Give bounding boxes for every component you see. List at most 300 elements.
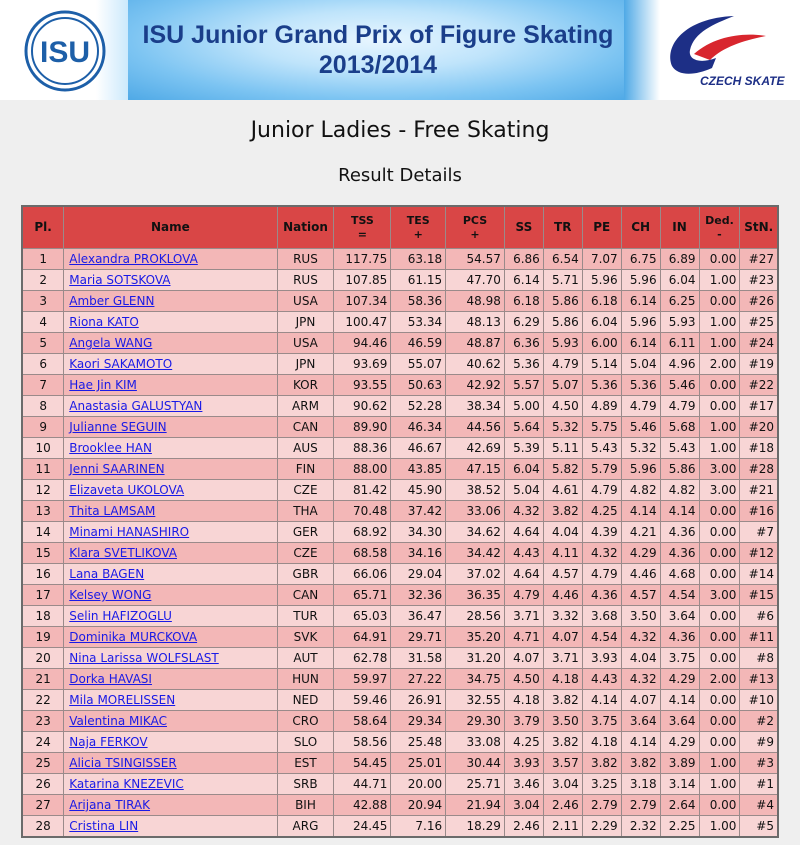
cell-ss: 4.25 xyxy=(504,732,543,753)
cell-in: 2.64 xyxy=(660,795,699,816)
cell-tss: 93.69 xyxy=(334,354,391,375)
cell-ss: 3.46 xyxy=(504,774,543,795)
cell-tes: 29.04 xyxy=(391,564,446,585)
cell-tes: 25.48 xyxy=(391,732,446,753)
table-row xyxy=(22,438,778,459)
cell-in: 4.96 xyxy=(660,354,699,375)
cell-tes: 29.71 xyxy=(391,627,446,648)
cell-ded: 0.00 xyxy=(699,606,740,627)
cell-place: 12 xyxy=(22,480,64,501)
cell-name xyxy=(64,312,277,333)
cell-pcs: 42.69 xyxy=(446,438,505,459)
cell-name xyxy=(64,585,277,606)
cell-ch: 4.21 xyxy=(621,522,660,543)
cell-tss: 90.62 xyxy=(334,396,391,417)
cell-in: 3.64 xyxy=(660,711,699,732)
skater-link[interactable]: Lana BAGEN xyxy=(69,567,145,581)
cell-ss: 4.79 xyxy=(504,585,543,606)
skater-link[interactable]: Thita LAMSAM xyxy=(69,504,156,518)
cell-in: 4.79 xyxy=(660,396,699,417)
skater-link[interactable]: Kelsey WONG xyxy=(69,588,152,602)
cell-tes: 50.63 xyxy=(391,375,446,396)
cell-ded: 1.00 xyxy=(699,270,740,291)
cell-nation: BIH xyxy=(277,795,334,816)
cell-in: 4.54 xyxy=(660,585,699,606)
table-row xyxy=(22,291,778,312)
cell-pcs: 34.75 xyxy=(446,669,505,690)
cell-name xyxy=(64,396,277,417)
cell-tes: 7.16 xyxy=(391,816,446,838)
skater-link[interactable]: Angela WANG xyxy=(69,336,153,350)
cell-in: 5.46 xyxy=(660,375,699,396)
cell-tr: 3.71 xyxy=(543,648,582,669)
cell-place: 1 xyxy=(22,249,64,270)
results-table xyxy=(21,205,779,838)
skater-link[interactable]: Katarina KNEZEVIC xyxy=(69,777,184,791)
cell-nation: USA xyxy=(277,291,334,312)
cell-name xyxy=(64,417,277,438)
cell-nation: USA xyxy=(277,333,334,354)
cell-ss: 3.93 xyxy=(504,753,543,774)
header-ss: SS xyxy=(504,206,543,249)
skater-link[interactable]: Cristina LIN xyxy=(69,819,139,833)
cell-ded: 0.00 xyxy=(699,543,740,564)
cell-tss: 94.46 xyxy=(334,333,391,354)
cell-tes: 36.47 xyxy=(391,606,446,627)
skater-link[interactable]: Elizaveta UKOLOVA xyxy=(69,483,185,497)
cell-ch: 5.36 xyxy=(621,375,660,396)
cell-name xyxy=(64,690,277,711)
cell-tss: 66.06 xyxy=(334,564,391,585)
banner-title-line2: 2013/2014 xyxy=(318,51,438,79)
cell-tss: 44.71 xyxy=(334,774,391,795)
cell-pe: 3.93 xyxy=(582,648,621,669)
cell-pcs: 44.56 xyxy=(446,417,505,438)
cell-place: 13 xyxy=(22,501,64,522)
cell-pcs: 38.52 xyxy=(446,480,505,501)
table-row xyxy=(22,522,778,543)
cell-ss: 4.18 xyxy=(504,690,543,711)
skater-link[interactable]: Dominika MURCKOVA xyxy=(69,630,198,644)
cell-ded: 2.00 xyxy=(699,669,740,690)
cell-tss: 59.97 xyxy=(334,669,391,690)
header-pcs xyxy=(446,206,505,249)
header-tss-op: = xyxy=(357,227,367,241)
skater-link[interactable]: Minami HANASHIRO xyxy=(69,525,190,539)
cell-place: 16 xyxy=(22,564,64,585)
cell-ded: 0.00 xyxy=(699,690,740,711)
cell-ch: 5.46 xyxy=(621,417,660,438)
cell-tss: 59.46 xyxy=(334,690,391,711)
skater-link[interactable]: Jenni SAARINEN xyxy=(69,462,165,476)
banner xyxy=(0,0,800,100)
skater-link[interactable]: Amber GLENN xyxy=(69,294,155,308)
cell-nation: SVK xyxy=(277,627,334,648)
skater-link[interactable]: Anastasia GALUSTYAN xyxy=(69,399,203,413)
cell-name xyxy=(64,501,277,522)
cell-place: 19 xyxy=(22,627,64,648)
cell-pcs: 29.30 xyxy=(446,711,505,732)
cell-stn: #14 xyxy=(740,564,778,585)
cell-name xyxy=(64,753,277,774)
cell-tss: 65.03 xyxy=(334,606,391,627)
table-row xyxy=(22,333,778,354)
cell-tss: 54.45 xyxy=(334,753,391,774)
cell-ss: 6.14 xyxy=(504,270,543,291)
cell-ss: 2.46 xyxy=(504,816,543,838)
table-row xyxy=(22,564,778,585)
cell-tr: 2.11 xyxy=(543,816,582,838)
cell-pe: 6.04 xyxy=(582,312,621,333)
cell-pe: 4.89 xyxy=(582,396,621,417)
cell-in: 4.82 xyxy=(660,480,699,501)
cell-nation: CZE xyxy=(277,543,334,564)
cell-pcs: 33.08 xyxy=(446,732,505,753)
cell-nation: NED xyxy=(277,690,334,711)
cell-tss: 117.75 xyxy=(334,249,391,270)
cell-tr: 4.61 xyxy=(543,480,582,501)
table-row xyxy=(22,249,778,270)
cell-pe: 3.25 xyxy=(582,774,621,795)
cell-tr: 3.04 xyxy=(543,774,582,795)
cell-ded: 0.00 xyxy=(699,501,740,522)
cell-place: 27 xyxy=(22,795,64,816)
cell-ss: 5.64 xyxy=(504,417,543,438)
cell-pe: 4.54 xyxy=(582,627,621,648)
cell-name xyxy=(64,291,277,312)
skater-link[interactable]: Julianne SEGUIN xyxy=(69,420,167,434)
cell-ded: 0.00 xyxy=(699,522,740,543)
cell-pcs: 37.02 xyxy=(446,564,505,585)
cell-ch: 5.32 xyxy=(621,438,660,459)
cell-stn: #23 xyxy=(740,270,778,291)
cell-place: 9 xyxy=(22,417,64,438)
cell-pe: 4.36 xyxy=(582,585,621,606)
cell-name xyxy=(64,732,277,753)
cell-place: 23 xyxy=(22,711,64,732)
cell-tes: 27.22 xyxy=(391,669,446,690)
cell-name xyxy=(64,438,277,459)
cell-stn: #10 xyxy=(740,690,778,711)
cell-pe: 6.18 xyxy=(582,291,621,312)
cell-in: 4.29 xyxy=(660,669,699,690)
cell-nation: CZE xyxy=(277,480,334,501)
cell-place: 2 xyxy=(22,270,64,291)
cell-ch: 4.46 xyxy=(621,564,660,585)
cell-tr: 5.82 xyxy=(543,459,582,480)
results-body xyxy=(22,249,778,838)
cell-ch: 4.14 xyxy=(621,732,660,753)
cell-in: 6.04 xyxy=(660,270,699,291)
cell-ss: 3.04 xyxy=(504,795,543,816)
cell-nation: CAN xyxy=(277,585,334,606)
cell-name xyxy=(64,522,277,543)
cell-place: 3 xyxy=(22,291,64,312)
cell-nation: SRB xyxy=(277,774,334,795)
cell-tss: 58.56 xyxy=(334,732,391,753)
cell-pe: 2.29 xyxy=(582,816,621,838)
cell-tes: 34.30 xyxy=(391,522,446,543)
table-row xyxy=(22,648,778,669)
cell-pe: 5.96 xyxy=(582,270,621,291)
skater-link[interactable]: Brooklee HAN xyxy=(69,441,152,455)
cell-in: 4.36 xyxy=(660,543,699,564)
skater-link[interactable]: Riona KATO xyxy=(69,315,139,329)
cell-ded: 1.00 xyxy=(699,774,740,795)
cell-ch: 4.07 xyxy=(621,690,660,711)
cell-pe: 4.25 xyxy=(582,501,621,522)
cell-pe: 4.43 xyxy=(582,669,621,690)
cell-in: 3.64 xyxy=(660,606,699,627)
cell-place: 24 xyxy=(22,732,64,753)
table-row xyxy=(22,753,778,774)
cell-ss: 5.36 xyxy=(504,354,543,375)
cell-in: 4.36 xyxy=(660,522,699,543)
cell-pcs: 28.56 xyxy=(446,606,505,627)
cell-pcs: 54.57 xyxy=(446,249,505,270)
cell-tr: 4.57 xyxy=(543,564,582,585)
cell-ded: 1.00 xyxy=(699,417,740,438)
cell-ch: 4.14 xyxy=(621,501,660,522)
cell-ded: 3.00 xyxy=(699,480,740,501)
cell-ch: 5.96 xyxy=(621,459,660,480)
cell-pcs: 40.62 xyxy=(446,354,505,375)
cell-name xyxy=(64,669,277,690)
cell-stn: #21 xyxy=(740,480,778,501)
cell-place: 20 xyxy=(22,648,64,669)
skater-link[interactable]: Alexandra PROKLOVA xyxy=(69,252,198,266)
cell-nation: AUS xyxy=(277,438,334,459)
cell-tes: 31.58 xyxy=(391,648,446,669)
cell-tss: 107.34 xyxy=(334,291,391,312)
cell-in: 2.25 xyxy=(660,816,699,838)
cell-tr: 4.18 xyxy=(543,669,582,690)
skater-link[interactable]: Naja FERKOV xyxy=(69,735,148,749)
skater-link[interactable]: Selin HAFIZOGLU xyxy=(69,609,172,623)
cell-in: 4.36 xyxy=(660,627,699,648)
cell-nation: FIN xyxy=(277,459,334,480)
cell-pe: 4.18 xyxy=(582,732,621,753)
cell-tes: 43.85 xyxy=(391,459,446,480)
header-tr: TR xyxy=(543,206,582,249)
cell-nation: AUT xyxy=(277,648,334,669)
cell-tes: 52.28 xyxy=(391,396,446,417)
cell-nation: GBR xyxy=(277,564,334,585)
cell-ch: 5.96 xyxy=(621,270,660,291)
cell-stn: #22 xyxy=(740,375,778,396)
cell-nation: JPN xyxy=(277,354,334,375)
cell-name xyxy=(64,270,277,291)
cell-name xyxy=(64,249,277,270)
cell-ss: 6.36 xyxy=(504,333,543,354)
cell-tr: 6.54 xyxy=(543,249,582,270)
skater-link[interactable]: Valentina MIKAC xyxy=(69,714,167,728)
skater-link[interactable]: Hae Jin KIM xyxy=(69,378,137,392)
cell-tss: 81.42 xyxy=(334,480,391,501)
cell-pcs: 31.20 xyxy=(446,648,505,669)
table-row xyxy=(22,774,778,795)
cell-place: 17 xyxy=(22,585,64,606)
skater-link[interactable]: Dorka HAVASI xyxy=(69,672,152,686)
czech-skate-text: CZECH SKATE xyxy=(700,74,785,88)
cell-tes: 26.91 xyxy=(391,690,446,711)
cell-tr: 4.46 xyxy=(543,585,582,606)
header-stn: StN. xyxy=(740,206,778,249)
skater-link[interactable]: Klara SVETLIKOVA xyxy=(69,546,177,560)
cell-in: 5.86 xyxy=(660,459,699,480)
cell-tes: 37.42 xyxy=(391,501,446,522)
cell-ded: 0.00 xyxy=(699,711,740,732)
cell-pcs: 34.42 xyxy=(446,543,505,564)
header-tes-label: TES xyxy=(406,213,430,227)
header-tes-op: + xyxy=(413,227,423,241)
cell-place: 10 xyxy=(22,438,64,459)
cell-name xyxy=(64,648,277,669)
skater-link[interactable]: Alicia TSINGISSER xyxy=(69,756,177,770)
cell-stn: #15 xyxy=(740,585,778,606)
cell-tes: 20.00 xyxy=(391,774,446,795)
cell-ded: 0.00 xyxy=(699,627,740,648)
header-in: IN xyxy=(660,206,699,249)
skater-link[interactable]: Maria SOTSKOVA xyxy=(69,273,171,287)
cell-name xyxy=(64,480,277,501)
cell-tr: 2.46 xyxy=(543,795,582,816)
cell-ded: 0.00 xyxy=(699,732,740,753)
cell-stn: #16 xyxy=(740,501,778,522)
table-row xyxy=(22,312,778,333)
cell-pcs: 18.29 xyxy=(446,816,505,838)
cell-tss: 100.47 xyxy=(334,312,391,333)
table-row xyxy=(22,375,778,396)
cell-ch: 4.82 xyxy=(621,480,660,501)
cell-pe: 2.79 xyxy=(582,795,621,816)
cell-tss: 88.00 xyxy=(334,459,391,480)
cell-ss: 6.04 xyxy=(504,459,543,480)
cell-stn: #18 xyxy=(740,438,778,459)
cell-ch: 4.79 xyxy=(621,396,660,417)
cell-nation: TUR xyxy=(277,606,334,627)
cell-ch: 6.14 xyxy=(621,333,660,354)
cell-pe: 4.32 xyxy=(582,543,621,564)
cell-ded: 1.00 xyxy=(699,333,740,354)
header-pcs-label: PCS xyxy=(462,213,488,227)
cell-tes: 45.90 xyxy=(391,480,446,501)
cell-place: 14 xyxy=(22,522,64,543)
cell-tes: 32.36 xyxy=(391,585,446,606)
cell-pcs: 38.34 xyxy=(446,396,505,417)
cell-place: 26 xyxy=(22,774,64,795)
cell-nation: GER xyxy=(277,522,334,543)
skater-link[interactable]: Kaori SAKAMOTO xyxy=(69,357,173,371)
cell-pe: 4.79 xyxy=(582,480,621,501)
cell-ss: 6.29 xyxy=(504,312,543,333)
cell-tes: 55.07 xyxy=(391,354,446,375)
cell-ded: 3.00 xyxy=(699,585,740,606)
table-row xyxy=(22,585,778,606)
cell-pcs: 36.35 xyxy=(446,585,505,606)
cell-ded: 0.00 xyxy=(699,249,740,270)
cell-pe: 5.14 xyxy=(582,354,621,375)
cell-stn: #7 xyxy=(740,522,778,543)
cell-ss: 4.71 xyxy=(504,627,543,648)
skater-link[interactable]: Mila MORELISSEN xyxy=(69,693,176,707)
cell-in: 4.14 xyxy=(660,501,699,522)
cell-pcs: 47.70 xyxy=(446,270,505,291)
cell-tss: 88.36 xyxy=(334,438,391,459)
cell-place: 6 xyxy=(22,354,64,375)
cell-stn: #3 xyxy=(740,753,778,774)
cell-stn: #2 xyxy=(740,711,778,732)
table-row xyxy=(22,711,778,732)
cell-place: 18 xyxy=(22,606,64,627)
cell-ch: 5.04 xyxy=(621,354,660,375)
header-tes xyxy=(391,206,446,249)
banner-title-line1: ISU Junior Grand Prix of Figure Skating xyxy=(142,21,614,49)
cell-place: 8 xyxy=(22,396,64,417)
cell-ch: 4.32 xyxy=(621,669,660,690)
cell-nation: KOR xyxy=(277,375,334,396)
cell-tes: 61.15 xyxy=(391,270,446,291)
cell-in: 3.14 xyxy=(660,774,699,795)
table-row xyxy=(22,417,778,438)
cell-tr: 5.07 xyxy=(543,375,582,396)
cell-ch: 4.29 xyxy=(621,543,660,564)
cell-tr: 5.86 xyxy=(543,312,582,333)
cell-ch: 6.75 xyxy=(621,249,660,270)
header-ded-op: - xyxy=(717,227,722,241)
cell-tr: 4.07 xyxy=(543,627,582,648)
header-tss-label: TSS xyxy=(350,213,374,227)
cell-nation: HUN xyxy=(277,669,334,690)
cell-in: 5.68 xyxy=(660,417,699,438)
cell-tss: 64.91 xyxy=(334,627,391,648)
table-row xyxy=(22,543,778,564)
cell-pcs: 42.92 xyxy=(446,375,505,396)
isu-logo xyxy=(24,10,106,92)
skater-link[interactable]: Arijana TIRAK xyxy=(69,798,151,812)
cell-ded: 0.00 xyxy=(699,564,740,585)
cell-nation: RUS xyxy=(277,249,334,270)
cell-ch: 4.57 xyxy=(621,585,660,606)
cell-nation: EST xyxy=(277,753,334,774)
cell-tss: 62.78 xyxy=(334,648,391,669)
cell-pe: 3.82 xyxy=(582,753,621,774)
header-pcs-op: + xyxy=(470,227,480,241)
cell-ss: 3.79 xyxy=(504,711,543,732)
cell-name xyxy=(64,816,277,838)
cell-in: 4.29 xyxy=(660,732,699,753)
cell-nation: CRO xyxy=(277,711,334,732)
table-row xyxy=(22,270,778,291)
header-tss xyxy=(334,206,391,249)
cell-tr: 3.32 xyxy=(543,606,582,627)
cell-ch: 4.04 xyxy=(621,648,660,669)
cell-ded: 0.00 xyxy=(699,648,740,669)
skater-link[interactable]: Nina Larissa WOLFSLAST xyxy=(69,651,219,665)
cell-in: 3.89 xyxy=(660,753,699,774)
page-title: Junior Ladies - Free Skating xyxy=(250,118,550,143)
cell-ded: 0.00 xyxy=(699,291,740,312)
cell-pe: 5.79 xyxy=(582,459,621,480)
cell-name xyxy=(64,774,277,795)
cell-tss: 70.48 xyxy=(334,501,391,522)
cell-tes: 25.01 xyxy=(391,753,446,774)
cell-nation: THA xyxy=(277,501,334,522)
cell-name xyxy=(64,606,277,627)
cell-tr: 4.11 xyxy=(543,543,582,564)
cell-tr: 3.50 xyxy=(543,711,582,732)
cell-stn: #4 xyxy=(740,795,778,816)
